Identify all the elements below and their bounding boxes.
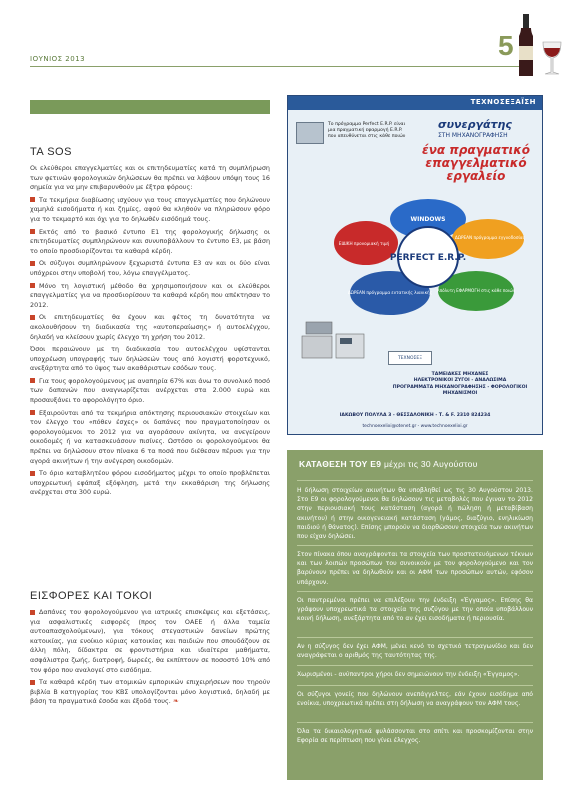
ad-address: ΙΑΚΩΒΟΥ ΠΟΛΥΛΑ 3 - ΘΕΣΣΑΛΟΝΙΚΗ - Τ. & F. 2310 824234 xyxy=(339,413,491,418)
e9-sidebar xyxy=(287,450,543,780)
ad-tagline: Το πρόγραμμα Perfect E.R.P. είναι μια πραγματική εφαρμογή E.R.P. που απευθύνεται στις κάθε ποιών xyxy=(328,122,406,139)
bullet-icon xyxy=(30,610,35,615)
issue-date: ΙΟΥΝΙΟΣ 2013 xyxy=(30,55,86,63)
sidebar-paragraph: Χωρισμένοι - ανύπαντροι χήροι δεν σημειώνουν την ένδειξη «Έγγαμος». xyxy=(297,671,520,678)
printer-icon xyxy=(296,122,324,144)
end-mark-icon: ❧ xyxy=(172,697,179,706)
page-number: 5 xyxy=(498,30,514,61)
sidebar-paragraph: Οι παντρεμένοι πρέπει να επιλέξουν την ένδειξη «Έγγαμος». Επίσης θα γράψουν υποχρεωτικά τα στοιχεία της συζύγου με την οποία υποβάλλουν κοινή δήλωση, ανεξάρτητα από το αν έχει εισοδήματα ή περιουσία. xyxy=(297,597,533,623)
wine-bottle-icon xyxy=(515,12,565,80)
ad-products: ΤΑΜΕΙΑΚΕΣ ΜΗΧΑΝΕΣ ΗΛΕΚΤΡΟΝΙΚΟΙ ΖΥΓΟΙ - ΑΝΑΛΩΣΙΜΑ ΠΡΟΓΡΑΜΜΑΤΑ ΜΗΧΑΝΟΓΡΑΦΗΣΗΣ - ΦΟΡΟΛΟΓΙΚΟΙ ΜΗΧΑΝΙΣΜΟΙ xyxy=(392,372,528,397)
divider xyxy=(297,637,533,638)
list-item: Οι σύζυγοι συμπληρώνουν ξεχωριστά έντυπα Ε3 αν και οι δύο είναι υπόχρεοι στην υποβολή του, λόγω επαγγέλματος. xyxy=(30,259,270,277)
petal-label: ΔΩΡΕΑΝ πρόγραμμα εντατικής λιανικής xyxy=(347,290,433,295)
petal-label: ΔΩΡΕΑΝ πρόγραμμα εγγυοδοσίας xyxy=(454,235,526,240)
advertisement[interactable] xyxy=(287,95,543,435)
intro-paragraph: Οι ελεύθεροι επαγγελματίες και οι επιτηδευματίες κατά τη συμπλήρωση των φετινών φορολογικών δηλώσεων θα πρέπει να λάβουν υπόψη τους 16 σημεία για να μην επιβαρυνθούν με έξτρα φόρους: xyxy=(30,164,270,192)
petal-label: WINDOWS xyxy=(410,216,446,223)
bullet-icon xyxy=(30,283,35,288)
petal-label: ΕΙΔΙΚΗ προνομιακή τιμή xyxy=(338,241,390,246)
divider xyxy=(297,665,533,666)
scales-image xyxy=(298,316,368,362)
ad-subheadline: ΣΤΗ ΜΗΧΑΝΟΓΡΑΦΗΣΗ xyxy=(438,132,508,139)
list-item: Το όριο καταβλητέου φόρου εισοδήματος μέχρι το οποίο προβλέπεται υποχρεωτική εφάπαξ εξόφληση, μετά την εκκαθάριση της δήλωσης ανέρχεται στα 300 ευρώ. xyxy=(30,469,270,497)
list-item: Όσοι περαιώνουν με τη διαδικασία του αυτοελέγχου υφίστανται υποχρέωση υπογραφής των δηλώσεών τους από λογιστή φοροτεχνικό, ανεξάρτητα από το ύψος των ακαθάριστων εσόδων τους. xyxy=(30,345,270,373)
list-item: Οι επιτηδευματίες θα έχουν και φέτος τη δυνατότητα να ακολουθήσουν τη διαδικασία της «αυτοπεραίωσης» ή αυτοελέγχου, δηλαδή να κλείσουν χωρίς έλεγχο τη χρήση του 2012. xyxy=(30,313,270,341)
ad-contact-link[interactable]: technoexelixi@otenet.gr - www.technoexelixi.gr xyxy=(362,424,468,429)
section-title: ΕΙΣΦΟΡΕΣ ΚΑΙ ΤΟΚΟΙ xyxy=(30,590,153,602)
list-item: Δαπάνες του φορολογούμενου για ιατρικές επισκέψεις και εξετάσεις, για ασφαλιστικές εισφορές (προς τον ΟΑΕΕ ή άλλα ταμεία αυτοαπασχολούμενων), για τόκους στεγαστικών δανείων πρώτης κατοικίας, για ενοίκιο κύριας κατοικίας και παιδιών που σπουδάζουν σε άλλη πόλη, δίδακτρα σε φροντιστήρια και ιδιαίτερα μαθήματα, ασφάλιστρα ζωής, διατροφή, δωρεές, θα εκπίπτουν σε ποσοστό 10% από τον φόρο που αναλογεί στο εισόδημα. xyxy=(30,608,270,674)
divider xyxy=(297,480,533,481)
sidebar-paragraph: Στον πίνακα όπου αναγράφονται τα στοιχεία των προστατευόμενων τέκνων και των λοιπών προσώπων του συνοικούν με τον φορολογούμενο και τον βαρύνουν πρέπει να δηλωθούν και οι ΑΦΜ των προσώπων αυτών, εφόσον υπάρχουν. xyxy=(297,551,533,586)
sidebar-title: ΚΑΤΑΘΕΣΗ ΤΟΥ Ε9 μέχρι τις 30 Αυγούστου xyxy=(299,459,478,469)
petal-label: Απόλυτη ΕΦΑΡΜΟΓΗ στις κάθε ποιών xyxy=(436,288,516,293)
sidebar-paragraph: Οι σύζυγοι γονείς που δηλώνουν ανεπάγγελτες, εάν έχουν εισόδημα από ενοίκια, υποχρεωτικά πρέπει στη δήλωση να αναγράφουν τον ΑΦΜ τους. xyxy=(297,691,533,708)
bullet-icon xyxy=(30,261,35,266)
bullet-icon xyxy=(30,680,35,685)
sidebar-paragraph: Όλα τα δικαιολογητικά φυλάσσονται στο σπίτι και προσκομίζονται στην Εφορία σε περίπτωση που γίνει έλεγχος. xyxy=(297,728,533,745)
bullet-icon xyxy=(30,378,35,383)
header-rule xyxy=(30,66,532,67)
ad-brand: ΤΕΧΝΟΣΕΞΑΪΣΗ xyxy=(470,98,536,106)
divider xyxy=(297,685,533,686)
section-title: ΤΑ SOS xyxy=(30,146,72,158)
bullet-icon xyxy=(30,315,35,320)
ad-headline: συνεργάτης xyxy=(438,118,512,131)
list-item: Εκτός από το βασικό έντυπο Ε1 της φορολογικής δήλωσης οι επιτηδευματίες συμπληρώνουν και συνυποβάλλουν το έντυπο Ε3, με βάση το οποίο προσδιορίζονται τα καθαρά κέρδη. xyxy=(30,227,270,255)
list-item: Μόνο τη λογιστική μέθοδο θα χρησιμοποιήσουν και οι ελεύθεροι επαγγελματίες για να προσδιορίσουν τα καθαρά κέρδη που απέκτησαν το 2012. xyxy=(30,281,270,309)
divider xyxy=(297,722,533,723)
erp-flower-diagram xyxy=(328,191,528,321)
bullet-icon xyxy=(30,410,35,415)
divider xyxy=(297,545,533,546)
list-item: Για τους φορολογούμενους με αναπηρία 67% και άνω το συνολικό ποσό των δαπανών που αναγνωρίζεται ανέρχεται στα 2.000 ευρώ και προσαυξάνει το αφορολόγητο όριο. xyxy=(30,376,270,405)
company-logo: ΤΕΧΝΟΣΕΞ xyxy=(388,351,432,365)
bullet-icon xyxy=(30,229,35,234)
section-sos xyxy=(30,146,270,501)
sidebar-paragraph: Αν η σύζυγος δεν έχει ΑΦΜ, μένει κενό το σχετικό τετραγωνίδιο και δεν αναγράφεται ο αριθμός της ταυτότητας της. xyxy=(297,643,533,660)
ad-slogan: ένα πραγματικό επαγγελματικό εργαλείο xyxy=(422,143,530,183)
list-item: Τα καθαρά κέρδη των ατομικών εμπορικών επιχειρήσεων που τηρούν βιβλία Β κατηγορίας του ΚΒΣ υπολογίζονται μόνο λογιστικά, δηλαδή με βάση τα πραγματικά έσοδα και έξοδά τους. ❧ xyxy=(30,678,270,706)
list-item: Τα τεκμήρια διαβίωσης ισχύουν για τους επαγγελματίες που δηλώνουν χαμηλά εισοδήματα ή και ζημίες, αφού θα κληθούν να πληρώσουν φόρο για το τεκμαρτό και όχι για το δηλωθέν εισόδημά τους. xyxy=(30,195,270,223)
section-accent-bar xyxy=(30,100,270,114)
section-contributions xyxy=(30,590,270,710)
main-article xyxy=(30,100,270,760)
center-label: PERFECT E.R.P. xyxy=(389,253,467,263)
sidebar-paragraph: Η δήλωση στοιχείων ακινήτων θα υποβληθεί ως τις 30 Αυγούστου 2013. Στο Ε9 οι φορολογούμενοι θα δηλώσουν τις μεταβολές που έγιναν το 2012 στην περιουσιακή τους κατάσταση (αγορά ή πώληση ή μεταβίβαση ακινήτου) ή στην οικογενειακή κατάσταση (γάμος, διαζύγιο, ενηλικίωση παιδιού ή θάνατος). Επίσης μπορούν να διορθώσουν στοιχεία των ακινήτων που είχαν δηλώσει. xyxy=(297,487,533,541)
list-item: Εξαιρούνται από τα τεκμήρια απόκτησης περιουσιακών στοιχείων και τον έλεγχο του «πόθεν έσχες» οι δαπάνες που πραγματοποίησαν οι φορολογούμενοι το 2012 για να αγοράσουν ακίνητα, να ανεγείρουν οικοδομές ή να κατασκευάσουν πισίνες. Ωστόσο οι φορολογούμενοι θα πρέπει να δηλώσουν στον πίνακα 6 τα ποσά που διέθεσαν πέρυσι για την αγορά ακινήτων ή την ανέγερση οικοδομών. xyxy=(30,408,270,465)
divider xyxy=(297,591,533,592)
bullet-icon xyxy=(30,197,35,202)
bullet-icon xyxy=(30,471,35,476)
